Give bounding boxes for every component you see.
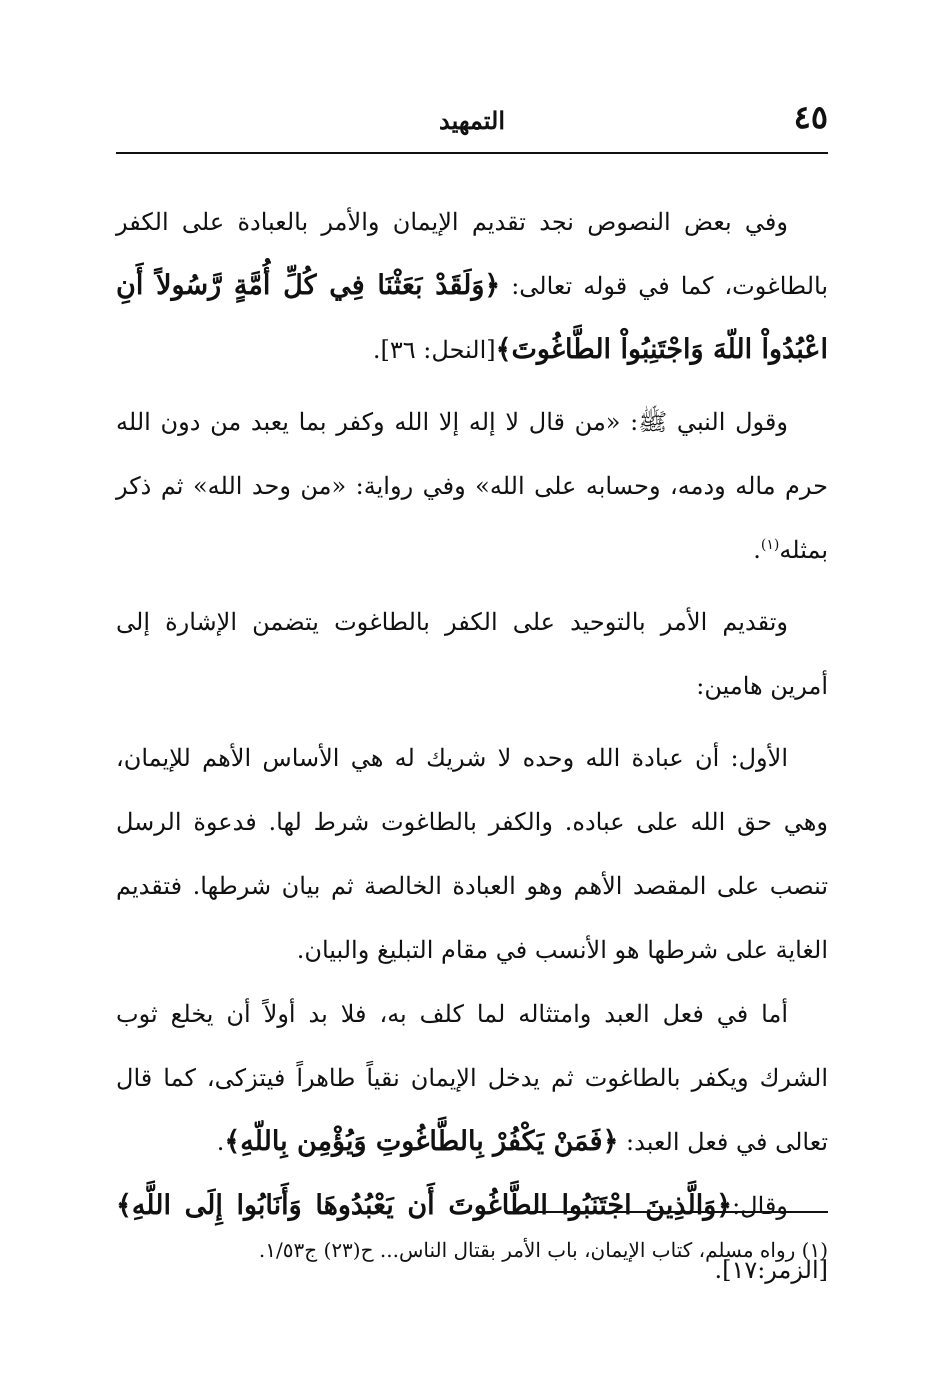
footnote-divider xyxy=(532,1211,828,1213)
quran-verse: ﴿وَلَقَدْ بَعَثْنَا فِي كُلِّ أُمَّةٍ رَّسُولاً أَنِ اعْبُدُواْ اللّهَ وَاجْتَنِبُواْ الطَّاغُوتَ﴾ xyxy=(116,270,828,365)
paragraph-4: الأول: أن عبادة الله وحده لا شريك له هي الأساس الأهم للإيمان، وهي حق الله على عباده. والكفر بالطاغوت شرط لها. فدعوة الرسل تنصب على المقصد الأهم وهو العبادة الخالصة ثم بيان شرطها. فتقديم الغاية على شرطها هو الأنسب في مقام التبليغ والبيان. xyxy=(116,744,828,964)
footnote-marker: (١) xyxy=(760,537,780,553)
paragraph-5: أما في فعل العبد وامتثاله لما كلف به، فلا بد أولاً أن يخلع ثوب الشرك ويكفر بالطاغوت ثم يدخل الإيمان نقياً طاهراً فيتزكى، كما قال تعالى في فعل العبد: ﴿فَمَنْ يَكْفُرْ بِالطَّاغُوتِ وَيُؤْمِن بِاللّهِ﴾. xyxy=(116,1000,829,1157)
paragraph-3: وتقديم الأمر بالتوحيد على الكفر بالطاغوت يتضمن الإشارة إلى أمرين هامين: xyxy=(116,608,828,700)
paragraph-2: وقول النبي ﷺ: «من قال لا إله إلا الله وكفر بما يعبد من دون الله حرم ماله ودمه، وحسابه على الله» وفي رواية: «من وحد الله» ثم ذكر بمثله$^{(١)}$. xyxy=(116,408,828,564)
chapter-title: التمهيد xyxy=(439,106,505,135)
page-number: ٤٥ xyxy=(793,98,828,136)
paragraph-6: وقال:﴿وَالَّذِينَ اجْتَنَبُوا الطَّاغُوتَ أَن يَعْبُدُوهَا وَأَنَابُوا إِلَى اللَّهِ﴾[الزمر:١٧]. xyxy=(116,1190,828,1284)
paragraph-1: وفي بعض النصوص نجد تقديم الإيمان والأمر بالعبادة على الكفر بالطاغوت، كما في قوله تعالى: ﴿وَلَقَدْ بَعَثْنَا فِي كُلِّ أُمَّةٍ رَّسُولاً أَنِ اعْبُدُواْ اللّهَ وَاجْتَنِبُواْ الطَّاغُوتَ﴾[النحل: ٣٦]. xyxy=(116,208,828,365)
page-header xyxy=(116,96,828,154)
quran-verse: ﴿فَمَنْ يَكْفُرْ بِالطَّاغُوتِ وَيُؤْمِن بِاللّهِ﴾ xyxy=(224,1126,619,1157)
quran-verse: ﴿وَالَّذِينَ اجْتَنَبُوا الطَّاغُوتَ أَن يَعْبُدُوهَا وَأَنَابُوا إِلَى اللَّهِ﴾ xyxy=(116,1190,733,1221)
footnote: (١) رواه مسلم، كتاب الإيمان، باب الأمر بقتال الناس... ح(٢٣) ج١/٥٣. xyxy=(258,1238,828,1262)
body-text xyxy=(116,190,828,1302)
